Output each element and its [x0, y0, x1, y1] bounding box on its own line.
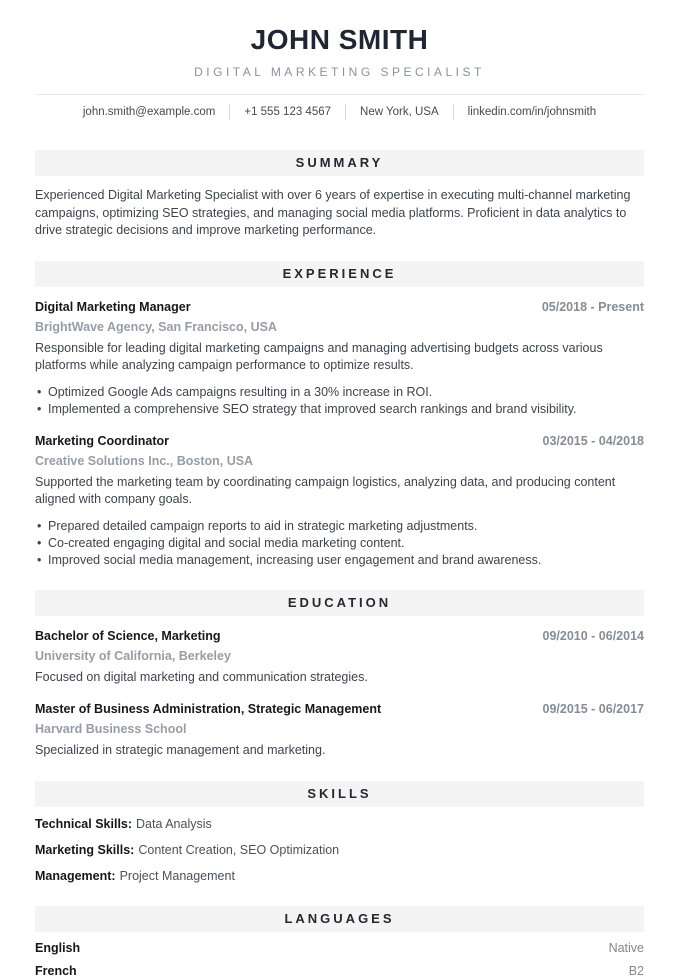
header-divider [35, 94, 644, 95]
skill-value: Project Management [119, 868, 235, 883]
contact-linkedin: linkedin.com/in/johnsmith [453, 104, 610, 120]
degree-description: Focused on digital marketing and communication strategies. [35, 669, 368, 684]
contact-row [35, 104, 644, 120]
skill-value: Data Analysis [136, 816, 212, 831]
candidate-name: JOHN SMITH [250, 24, 429, 55]
experience-heading: EXPERIENCE [35, 261, 644, 287]
skill-row [35, 868, 644, 885]
skills-section [35, 781, 644, 885]
experience-section [35, 261, 644, 569]
candidate-job-title: DIGITAL MARKETING SPECIALIST [194, 65, 485, 79]
experience-entry [35, 434, 644, 569]
job-bullet: • Prepared detailed campaign reports to aid in strategic marketing adjustments. [35, 518, 644, 535]
education-heading: EDUCATION [35, 590, 644, 616]
resume-header [35, 24, 644, 120]
education-section [35, 590, 644, 760]
job-title: Digital Marketing Manager [35, 299, 191, 314]
degree-school: University of California, Berkeley [35, 648, 231, 663]
skill-category-label: Technical Skills: [35, 816, 133, 831]
education-entry-header [35, 702, 644, 716]
experience-entry-header [35, 300, 644, 314]
degree-description: Specialized in strategic management and marketing. [35, 743, 326, 757]
degree-title: Master of Business Administration, Strategic Management [35, 702, 382, 716]
degree-dates: 09/2015 - 06/2017 [542, 702, 644, 716]
job-description: Supported the marketing team by coordinating campaign logistics, analyzing data, and producing content aligned with company goals. [35, 474, 616, 506]
job-bullet-list [35, 384, 644, 418]
job-bullet-list [35, 518, 644, 569]
degree-title: Bachelor of Science, Marketing [35, 628, 221, 643]
language-level: Native [608, 940, 644, 955]
skill-category-label: Marketing Skills: [35, 842, 135, 857]
languages-heading: LANGUAGES [35, 906, 644, 932]
education-entry [35, 702, 644, 760]
job-dates: 05/2018 - Present [541, 299, 644, 314]
job-description: Responsible for leading digital marketing campaigns and managing advertising budgets across various platforms while analyzing campaign performance to optimize results. [35, 340, 603, 372]
summary-section [35, 150, 644, 240]
language-name: French [35, 963, 77, 978]
language-level: B2 [628, 963, 644, 978]
job-title: Marketing Coordinator [35, 433, 170, 448]
contact-location: New York, USA [345, 104, 453, 120]
summary-heading: SUMMARY [35, 150, 644, 176]
experience-entry [35, 300, 644, 418]
skills-heading: SKILLS [35, 781, 644, 807]
degree-school: Harvard Business School [35, 722, 187, 736]
summary-text: Experienced Digital Marketing Specialist with over 6 years of expertise in executing multi-channel marketing campaigns, optimizing SEO strategies, and managing social media platforms. Proficient in data analytics to drive strategic decisions and improve marketing performance. [35, 188, 631, 237]
contact-email: john.smith@example.com [82, 106, 216, 118]
language-row [35, 941, 644, 955]
education-entry-header [35, 629, 644, 643]
job-company: Creative Solutions Inc., Boston, USA [35, 453, 254, 468]
job-bullet: • Improved social media management, increasing user engagement and brand awareness. [35, 552, 644, 569]
skill-category-label: Management: [35, 868, 116, 883]
skill-row [35, 842, 644, 859]
job-bullet: • Implemented a comprehensive SEO strategy that improved search rankings and brand visibility. [35, 401, 644, 418]
degree-dates: 09/2010 - 06/2014 [542, 628, 644, 643]
job-dates: 03/2015 - 04/2018 [542, 433, 644, 448]
job-bullet: • Optimized Google Ads campaigns resulting in a 30% increase in ROI. [35, 384, 644, 401]
language-row [35, 964, 644, 978]
languages-section [35, 906, 644, 978]
skill-row [35, 816, 644, 833]
contact-phone: +1 555 123 4567 [229, 104, 345, 120]
experience-entry-header [35, 434, 644, 448]
skill-value: Content Creation, SEO Optimization [138, 842, 340, 857]
education-entry [35, 629, 644, 687]
language-name: English [35, 940, 81, 955]
job-company: BrightWave Agency, San Francisco, USA [35, 319, 277, 334]
job-bullet: • Co-created engaging digital and social media marketing content. [35, 535, 644, 552]
